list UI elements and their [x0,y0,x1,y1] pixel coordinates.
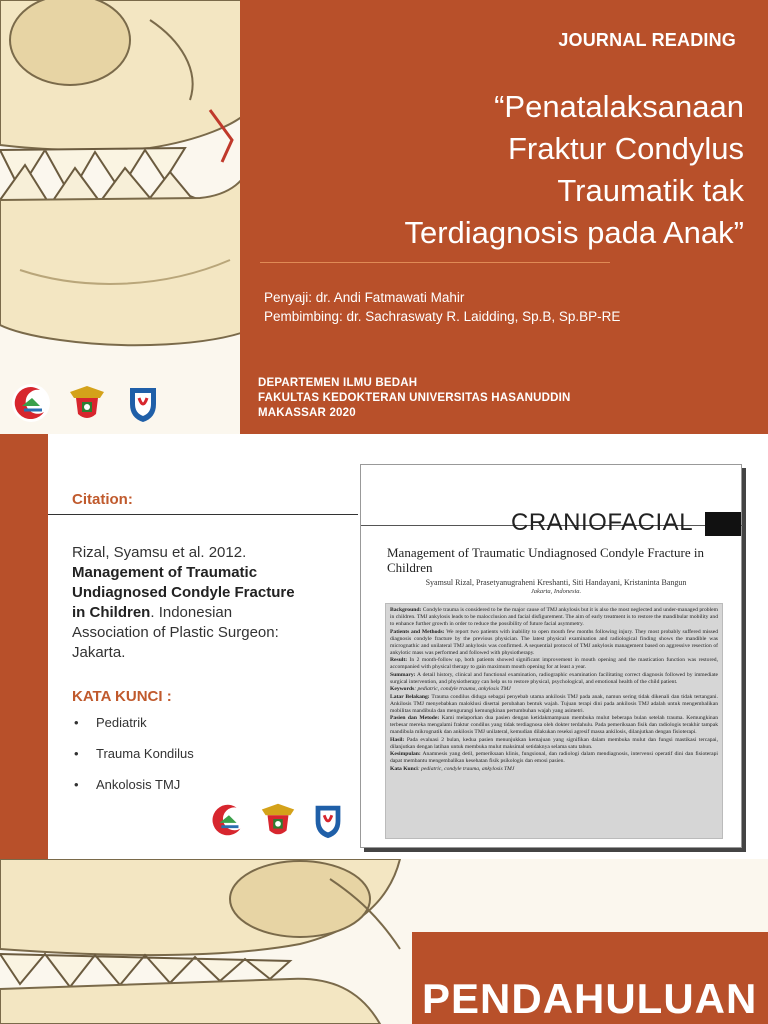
citation-slide [0,434,768,859]
article-abstract [385,603,723,839]
hospital-logo-icon [208,800,248,840]
association-logo-icon [308,800,348,840]
citation-authors: Rizal, Syamsu et al. 2012. [72,544,247,561]
abstract-paragraph: Keywords: pediatric, condyle trauma, ankylosis TMJ [390,686,511,693]
presenter-name: Penyaji: dr. Andi Fatmawati Mahir [264,290,465,305]
citation-divider [48,514,358,515]
institution-logos [208,800,348,840]
supervisor-name: Pembimbing: dr. Sachraswaty R. Laidding, Sp.B, Sp.BP-RE [264,309,621,324]
article-title: Management of Traumatic Undiagnosed Condyle Fracture in Children [387,545,704,575]
institution-logos [10,382,164,424]
citation-reference: Rizal, Syamsu et al. 2012. Management of Traumatic Undiagnosed Condyle Fracture in Children. Indonesian Association of Plastic Surgeon: Jakarta. [72,544,295,661]
department-line: DEPARTEMEN ILMU BEDAH [258,377,418,389]
department-info [258,376,571,421]
abstract-paragraph: Kata Kunci: pediatric, condyle trauma, ankylosis TMJ [390,765,515,772]
presenters [264,288,620,326]
title-line: Traumatik tak [557,173,744,208]
abstract-paragraph: Latar Belakang: Trauma condilus diduga sebagai penyebab utama ankilosis TMJ pada anak, namun sering tidak dikenali dan tidak tertangani. Ankilosis TMJ menyebabkan maloklusi disertai perubahan bentuk wajah. Tujuan terapi dini pada ankilosis TMJ adalah untuk mengembalikan mobilitas mandibula dan mengurangi kemungkinan pertumbuhan wajah yang asimetri. [390,693,718,714]
journal-name: CRANIOFACIAL [511,509,694,536]
abstract-paragraph: Hasil: Pada evaluasi 2 bulan, kedua pasien menunjukkan kemajuan yang signifikan dalam membuka mulut dan fungsi mastikasi tercapai, dilanjutkan dengan latihan untuk membuka mulut maksimal setidaknya selama satu tahun. [390,736,718,750]
department-line: MAKASSAR 2020 [258,407,356,419]
keywords-heading: KATA KUNCI : [72,688,172,705]
article-authors: Syamsul Rizal, Prasetyanugraheni Kreshanti, Siti Handayani, Kristaninta Bangun [425,578,687,587]
citation-title: Management of Traumatic Undiagnosed Condyle Fracture in Children [72,564,295,621]
abstract-paragraph: Summary: A detail history, clinical and functional examination, radiographic examination facilitating correct diagnosis followed by immediate surgical intervention, and physiotherapy can help us to restore physical, psychological, and emotional health of the child patient. [390,671,718,685]
title-line: Fraktur Condylus [507,131,744,166]
list-item: • Pediatrik [74,715,147,730]
journal-article-preview [360,464,742,848]
citation-publisher: Indonesian Association of Plastic Surgeon: Jakarta. [72,604,279,661]
abstract-paragraph: Result: In 2 month-follow up, both patients showed significant improvement in mouth opening and the mastication function was restored, accompanied with physical therapy to gain maximum mouth opening for at least a year. [390,657,718,671]
introduction-slide [0,859,768,1024]
list-item: • Ankolosis TMJ [74,777,181,792]
presentation-title [274,86,744,254]
accent-sidebar [0,434,48,859]
abstract-paragraph: Background: Condyle trauma is considered to be the major cause of TMJ ankylosis but it is also the most neglected and under-managed problem in children. TMJ ankylosis leads to be malocclusion and facial disfigurement. The aim of early treatment is to restore the mandibular mobility and to enhance further growth in order to reduce the possibility of future facial asymmetry. [390,607,718,628]
list-item: • Trauma Kondilus [74,746,194,761]
title-line: Terdiagnosis pada Anak” [404,215,744,250]
association-logo-icon [122,382,164,424]
title-divider [260,262,610,263]
abstract-paragraph: Patients and Methods: We report two patients with inability to open mouth few months following injury. They most probably suffered missed diagnosis condyle fracture by the previous physician. The latest physical examination and radiological finding shows the mandible was micrognathic and unilateral TMJ ankylosis was confirmed. A sequential protocol of TMJ ankylosis management based on aggressive resection of ankylotic mass was performed and followed with physiotherapy. [390,628,718,656]
university-emblem-icon [258,800,298,840]
university-emblem-icon [66,382,108,424]
journal-reading-label: JOURNAL READING [558,30,736,50]
abstract-paragraph: Pasien dan Metode: Kami melaporkan dua pasien dengan ketidakmampuan membuka mulut beberapa bulan setelah trauma. Kemungkinan terbesar mereka mengalami fraktur condilus yang tidak terdiagnosa oleh dokter terdahulu. Pada pemeriksaan fisik dan radiologis terakhir tampak mandibula mikrognatik dan ankilosis TMJ unilateral, kemudian dilakukan reseksi agresif massa ankilosis, dilanjutkan dengan fisioterapi. [390,715,719,736]
title-slide [0,0,768,434]
department-line: FAKULTAS KEDOKTERAN UNIVERSITAS HASANUDDIN [258,392,571,404]
keywords-list [74,712,194,805]
title-line: “Penatalaksanaan [494,89,744,124]
citation-heading: Citation: [72,491,133,508]
abstract-paragraph: Kesimpulan: Anamnesis yang detil, pemeriksaan klinis, fungsional, dan radiologi dalam mendiagnosis, intervensi operatif dini dan fisioterapi dapat membantu mengembalikan kesehatan fisik psikologis dan emosi pasien. [390,751,718,765]
article-affiliation: Jakarta, Indonesia. [530,588,582,595]
section-heading: PENDAHULUAN [422,975,758,1022]
hospital-logo-icon [10,382,52,424]
journal-header-block [705,512,741,536]
